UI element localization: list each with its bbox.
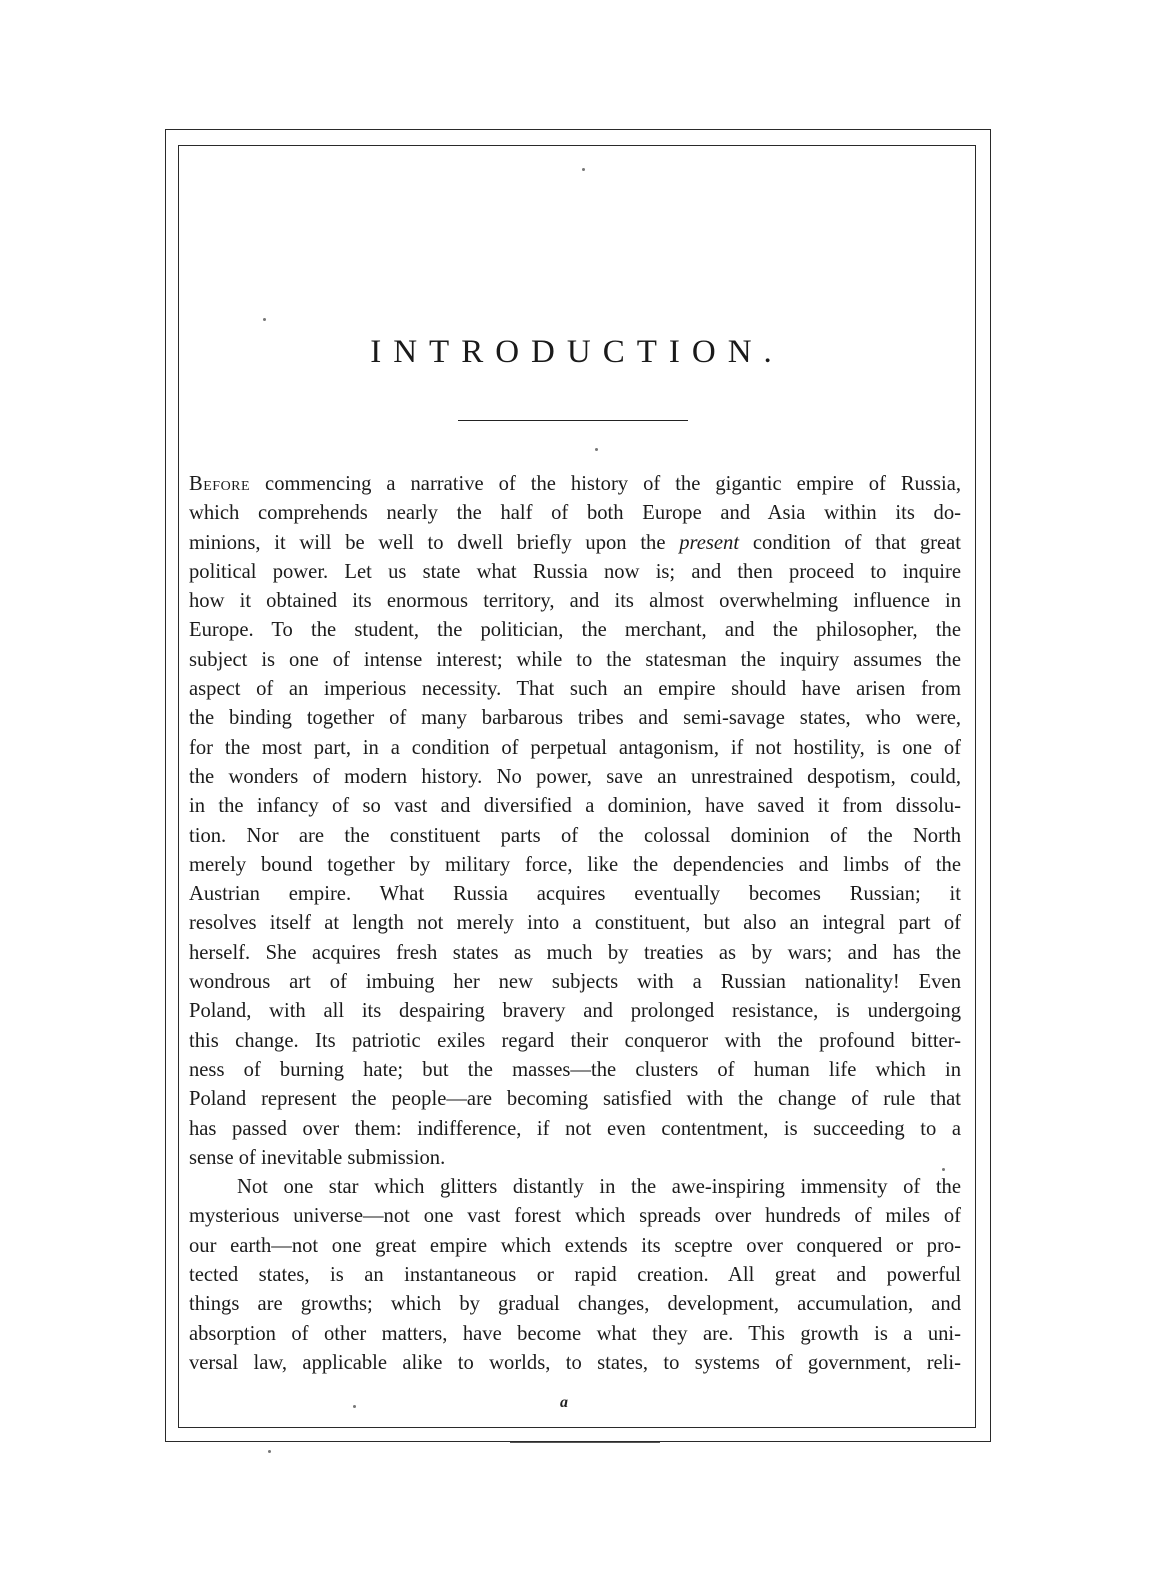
- text-line: Before commencing a narrative of the history of the gigantic empire of Russia,: [189, 473, 961, 495]
- text-line: for the most part, in a condition of perpetual antagonism, if not hostility, is one of: [189, 736, 961, 759]
- text-line: political power. Let us state what Russia now is; and then proceed to inquire: [189, 560, 961, 583]
- text-line: absorption of other matters, have become what they are. This growth is a uni-: [189, 1322, 961, 1345]
- text-line: the wonders of modern history. No power, save an unrestrained despotism, could,: [189, 765, 961, 788]
- text-line: Poland, with all its despairing bravery and prolonged resistance, is undergoing: [189, 1000, 961, 1023]
- speck: [582, 168, 585, 171]
- text-line: ness of burning hate; but the masses—the clusters of human life which in: [189, 1058, 961, 1081]
- page-title: INTRODUCTION.: [370, 334, 784, 370]
- text-line: which comprehends nearly the half of both Europe and Asia within its do-: [189, 502, 961, 525]
- signature-mark: a: [560, 1394, 568, 1411]
- text-line: things are growths; which by gradual changes, development, accumulation, and: [189, 1293, 961, 1316]
- text-line: in the infancy of so vast and diversified a dominion, have saved it from dissolu-: [189, 795, 961, 818]
- text-line: how it obtained its enormous territory, and its almost overwhelming influence in: [189, 590, 961, 613]
- speck: [353, 1405, 356, 1408]
- text-line: Europe. To the student, the politician, the merchant, and the philosopher, the: [189, 619, 961, 642]
- speck: [942, 1168, 945, 1171]
- title-rule: [458, 420, 688, 421]
- text-line: our earth—not one great empire which extends its sceptre over conquered or pro-: [189, 1234, 961, 1257]
- text-line: merely bound together by military force, like the dependencies and limbs of the: [189, 853, 961, 876]
- text-line: tected states, is an instantaneous or rapid creation. All great and powerful: [189, 1264, 961, 1287]
- text-line: minions, it will be well to dwell briefly upon the present condition of that great: [189, 531, 962, 554]
- bottom-ornament: [510, 1436, 660, 1444]
- body-text: [189, 470, 961, 1378]
- paragraph-1: [189, 470, 961, 1173]
- text-line: the binding together of many barbarous tribes and semi-savage states, who were,: [189, 707, 961, 730]
- speck: [263, 318, 266, 321]
- drop-lead-word: Before: [189, 473, 251, 495]
- paragraph-2: [189, 1173, 961, 1378]
- text-line: has passed over them: indifference, if not even contentment, is succeeding to a: [189, 1117, 961, 1140]
- speck: [595, 448, 598, 451]
- speck: [268, 1450, 271, 1453]
- text-line: sense of inevitable submission.: [189, 1146, 446, 1169]
- text-line: mysterious universe—not one vast forest which spreads over hundreds of miles of: [189, 1205, 961, 1228]
- text-line: wondrous art of imbuing her new subjects with a Russian nationality! Even: [189, 971, 961, 994]
- text-line: resolves itself at length not merely into a constituent, but also an integral part of: [189, 912, 961, 935]
- text-line: subject is one of intense interest; while to the statesman the inquiry assumes the: [189, 648, 961, 671]
- text-line: Not one star which glitters distantly in the awe-inspiring immensity of the: [237, 1176, 961, 1199]
- text-line: this change. Its patriotic exiles regard their conqueror with the profound bitter-: [189, 1029, 961, 1052]
- text-line: aspect of an imperious necessity. That such an empire should have arisen from: [189, 678, 961, 701]
- emphasis: present: [679, 531, 740, 554]
- text-line: tion. Nor are the constituent parts of the colossal dominion of the North: [189, 824, 961, 847]
- text-line: Poland represent the people—are becoming satisfied with the change of rule that: [189, 1088, 961, 1111]
- text-line: herself. She acquires fresh states as much by treaties as by wars; and has the: [189, 941, 961, 964]
- text-line: versal law, applicable alike to worlds, to states, to systems of government, reli-: [189, 1351, 961, 1374]
- text-line: Austrian empire. What Russia acquires eventually becomes Russian; it: [189, 883, 961, 906]
